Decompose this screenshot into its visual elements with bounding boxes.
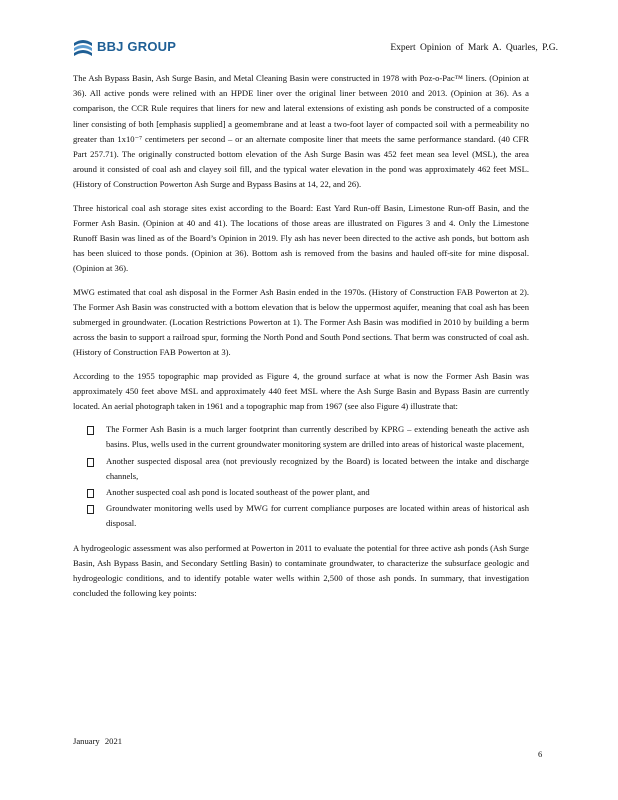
paragraph-storage-sites: Three historical coal ash storage sites exist according to the Board: East Yard Run-off Basin, Limestone Run-off Basin, and the Former Ash Basin. (Opinion at 40 and 41). The locations of those areas are illustrated on Figures 3 and 4. Only the Limestone Runoff Basin was lined as of the Board’s Opinion in 2019. Fly ash has never been directed to the active ash ponds, but bottom ash has been sluiced to those ponds. (Opinion at 36). Bottom ash is removed from the basins and hauled off-site for mine disposal. (Opinion at 36).	[73, 202, 529, 274]
paragraph-hydrogeologic-assessment: A hydrogeologic assessment was also performed at Powerton in 2011 to evaluate the potential for three active ash ponds (Ash Surge Basin, Ash Bypass Basin, and Secondary Settling Basin) to contaminate groundwater, to characterize the subsurface geologic and hydrogeologic conditions, and to identify potable water wells within 2,500 of those ash ponds. In summary, that investigation concluded the following key points:	[73, 542, 529, 599]
list-item	[87, 485, 529, 500]
list-item-text: Another suspected disposal area (not previously recognized by the Board) is located between the intake and discharge channels,	[106, 455, 529, 481]
list-item-text: Another suspected coal ash pond is located southeast of the power plant, and	[106, 487, 370, 498]
page-number: 6	[538, 749, 543, 759]
company-logo	[72, 34, 176, 58]
bullet-icon	[87, 458, 94, 467]
list-item	[87, 501, 529, 531]
document-body	[73, 71, 529, 610]
findings-list	[73, 422, 529, 531]
list-item	[87, 422, 529, 452]
document-header-title: Expert Opinion of Mark A. Quarles, P.G.	[390, 43, 558, 53]
list-item	[87, 454, 529, 484]
bullet-icon	[87, 489, 94, 498]
paragraph-topographic-map: According to the 1955 topographic map provided as Figure 4, the ground surface at what is now the Former Ash Basin was approximately 450 feet above MSL and approximately 440 feet MSL where the Ash Surge Basin and Bypass Basin are currently located. An aerial photograph taken in 1961 and a topographic map from 1967 (see also Figure 4) illustrate that:	[73, 370, 529, 412]
paragraph-liners: The Ash Bypass Basin, Ash Surge Basin, and Metal Cleaning Basin were constructed in 1978 with Poz-o-Pac™ liners. (Opinion at 36). All active ponds were relined with an HPDE liner over the original liner between 2010 and 2013. (Opinion at 36). As a comparison, the CCR Rule requires that liners for new and lateral extensions of existing ash ponds be constructed of a composite liner consisting of both [emphasis supplied] a geomembrane and at least a two-foot layer of compacted soil with a permeability no greater than 1x10⁻⁷ centimeters per second – or an alternate composite liner that meets the same performance standard. (40 CFR Part 257.71). The originally constructed bottom elevation of the Ash Surge Basin was 452 feet mean sea level (MSL), the area around it consisted of coal ash and clayey soil fill, and the typical water elevation in the pond was approximately 462 feet MSL. (History of Construction Powerton Ash Surge and Bypass Basins at 14, 22, and 26).	[73, 73, 529, 190]
paragraph-former-ash-basin: MWG estimated that coal ash disposal in the Former Ash Basin ended in the 1970s. (History of Construction FAB Powerton at 2). The Former Ash Basin was constructed with a bottom elevation that is below the uppermost aquifer, meaning that coal ash has been submerged in groundwater. (Location Restrictions Powerton at 1). The Former Ash Basin was modified in 2010 by building a berm across the basin to support a railroad spur, forming the North Pond and South Pond sections. That berm was constructed of coal ash. (History of Construction FAB Powerton at 3).	[73, 286, 529, 358]
footer-date: January 2021	[73, 736, 123, 746]
list-item-text: Groundwater monitoring wells used by MWG for current compliance purposes are located within areas of historical ash disposal.	[106, 503, 529, 529]
logo-text: BBJ GROUP	[97, 38, 177, 54]
bullet-icon	[87, 426, 94, 435]
bbj-logo-icon	[72, 35, 94, 57]
bullet-icon	[87, 505, 94, 514]
list-item-text: The Former Ash Basin is a much larger footprint than currently described by KPRG – extending beneath the active ash basins. Plus, wells used in the current groundwater monitoring system are drilled into areas of historical waste placement,	[106, 424, 529, 450]
